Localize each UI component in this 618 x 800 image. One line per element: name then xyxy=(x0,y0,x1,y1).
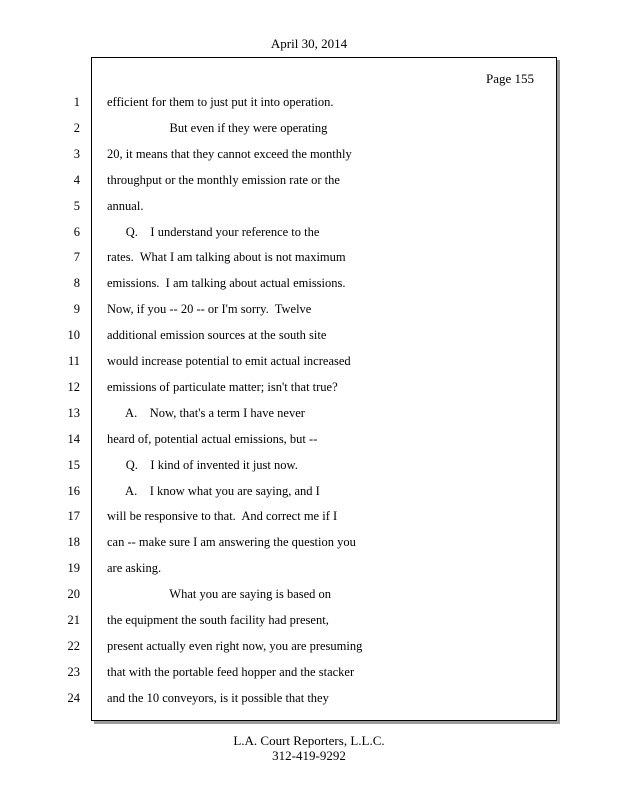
line-number: 17 xyxy=(67,509,80,523)
line-number: 10 xyxy=(67,328,80,342)
footer-company: L.A. Court Reporters, L.L.C. xyxy=(233,733,385,748)
line-text: annual. xyxy=(107,199,144,213)
line-text: heard of, potential actual emissions, but -- xyxy=(107,432,318,446)
line-text: are asking. xyxy=(107,561,162,575)
line-text: A. I know what you are saying, and I xyxy=(107,484,320,498)
line-number: 13 xyxy=(67,406,80,420)
line-text: emissions of particulate matter; isn't that true? xyxy=(107,380,338,394)
line-text: Q. I kind of invented it just now. xyxy=(107,458,298,472)
line-text: A. Now, that's a term I have never xyxy=(107,406,305,420)
line-text: will be responsive to that. And correct me if I xyxy=(107,509,338,523)
line-number: 2 xyxy=(73,121,80,135)
line-text: would increase potential to emit actual increased xyxy=(107,354,351,368)
line-text: and the 10 conveyors, is it possible that they xyxy=(107,691,329,705)
page-number: Page 155 xyxy=(485,71,534,86)
line-number: 24 xyxy=(67,691,80,705)
line-number: 3 xyxy=(73,147,80,161)
line-text: additional emission sources at the south site xyxy=(107,328,327,342)
line-text: present actually even right now, you are presuming xyxy=(107,639,363,653)
line-text: 20, it means that they cannot exceed the monthly xyxy=(107,147,352,161)
line-number: 14 xyxy=(67,432,80,446)
line-text: efficient for them to just put it into operation. xyxy=(107,95,334,109)
line-text: that with the portable feed hopper and the stacker xyxy=(107,665,355,679)
line-number: 11 xyxy=(67,354,80,368)
line-number: 16 xyxy=(67,484,80,498)
line-number: 7 xyxy=(73,250,80,264)
line-number: 23 xyxy=(67,665,80,679)
line-number: 18 xyxy=(67,535,80,549)
line-text: What you are saying is based on xyxy=(107,587,332,601)
line-number: 21 xyxy=(67,613,80,627)
line-number: 1 xyxy=(73,95,80,109)
line-text: throughput or the monthly emission rate or the xyxy=(107,173,340,187)
line-text: rates. What I am talking about is not maximum xyxy=(107,250,346,264)
line-text: can -- make sure I am answering the question you xyxy=(107,535,356,549)
line-number: 19 xyxy=(67,561,80,575)
line-number: 15 xyxy=(67,458,80,472)
line-number: 22 xyxy=(67,639,80,653)
line-text: But even if they were operating xyxy=(107,121,328,135)
line-number: 6 xyxy=(73,225,80,239)
line-text: Q. I understand your reference to the xyxy=(107,225,320,239)
line-number: 9 xyxy=(73,302,80,316)
line-number: 5 xyxy=(73,199,80,213)
line-text: emissions. I am talking about actual emissions. xyxy=(107,276,346,290)
line-text: the equipment the south facility had present, xyxy=(107,613,329,627)
line-number: 20 xyxy=(67,587,80,601)
line-number: 4 xyxy=(73,173,80,187)
line-number: 8 xyxy=(73,276,80,290)
footer-phone: 312-419-9292 xyxy=(272,748,346,763)
line-text: Now, if you -- 20 -- or I'm sorry. Twelve xyxy=(107,302,312,316)
line-number: 12 xyxy=(67,380,80,394)
header-date: April 30, 2014 xyxy=(270,36,348,51)
